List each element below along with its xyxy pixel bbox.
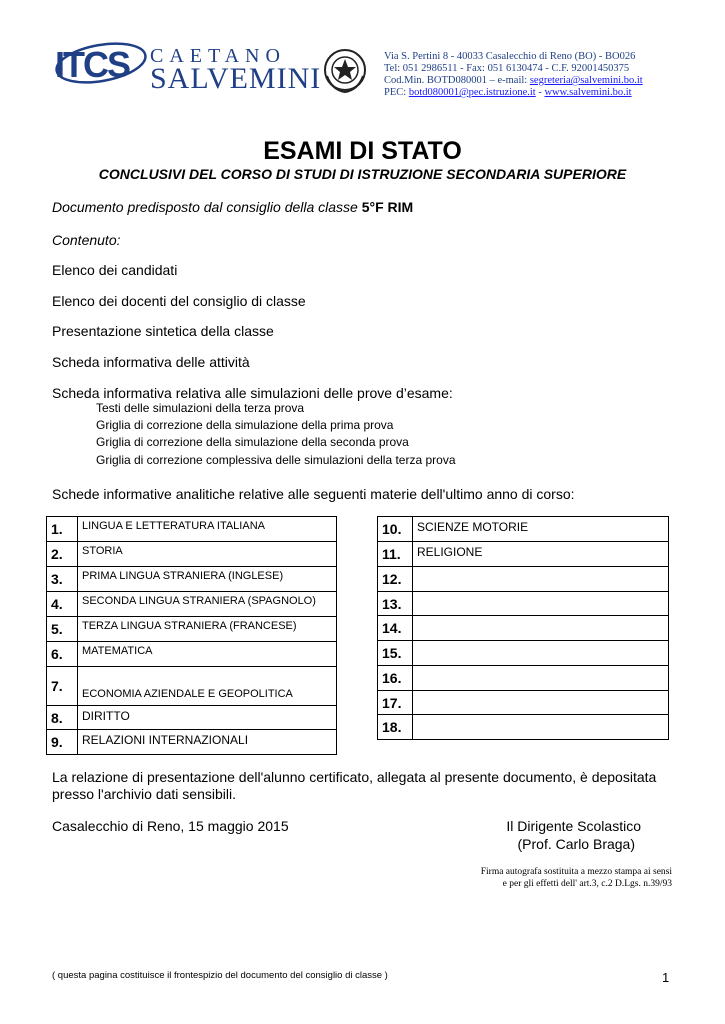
signer-role: Il Dirigente Scolastico	[506, 818, 641, 834]
simulation-item: Griglia di correzione della simulazione della prima prova	[96, 418, 394, 432]
table-row	[378, 592, 669, 616]
subject-name: TERZA LINGUA STRANIERA (FRANCESE)	[78, 617, 337, 642]
table-row	[47, 592, 337, 617]
subject-number: 13.	[378, 592, 413, 616]
subject-name: MATEMATICA	[78, 642, 337, 667]
subject-name: RELAZIONI INTERNAZIONALI	[78, 730, 337, 755]
subjects-intro: Schede informative analitiche relative alle seguenti materie dell'ultimo anno di corso:	[52, 486, 575, 502]
school-name-line2: SALVEMINI	[150, 62, 322, 95]
subject-number: 10.	[378, 517, 413, 542]
page-number: 1	[662, 970, 670, 985]
subject-name	[413, 691, 669, 715]
simulation-item: Testi delle simulazioni della terza prova	[96, 401, 305, 415]
subject-number: 11.	[378, 542, 413, 567]
table-row	[47, 730, 337, 755]
subject-number: 9.	[47, 730, 78, 755]
school-name-line1: CAETANO	[150, 45, 286, 67]
table-row	[47, 542, 337, 567]
subject-name: PRIMA LINGUA STRANIERA (INGLESE)	[78, 567, 337, 592]
subject-number: 4.	[47, 592, 78, 617]
subject-name: ECONOMIA AZIENDALE E GEOPOLITICA	[78, 667, 337, 706]
website-link[interactable]: www.salvemini.bo.it	[544, 87, 632, 98]
certified-note-line2: presso l'archivio dati sensibili.	[52, 786, 236, 802]
table-row	[47, 617, 337, 642]
subject-number: 18.	[378, 715, 413, 740]
subject-name	[413, 666, 669, 691]
subject-number: 12.	[378, 567, 413, 592]
table-row	[378, 542, 669, 567]
subject-name	[413, 715, 669, 740]
table-row	[47, 642, 337, 667]
school-code-email: Cod.Min. BOTD080001 – e-mail: segreteria@salvemini.bo.it	[384, 75, 643, 86]
content-item: Scheda informativa delle attività	[52, 354, 250, 370]
subject-name	[413, 592, 669, 616]
signature-note-line2: e per gli effetti dell' art.3, c.2 D.Lgs. n.39/93	[502, 879, 672, 889]
table-row	[378, 517, 669, 542]
page-subtitle: CONCLUSIVI DEL CORSO DI STUDI DI ISTRUZIONE SECONDARIA SUPERIORE	[98, 166, 627, 182]
subject-number: 8.	[47, 706, 78, 730]
table-row	[378, 641, 669, 666]
signer-name: (Prof. Carlo Braga)	[517, 836, 635, 852]
subject-name: SCIENZE MOTORIE	[413, 517, 669, 542]
place-date: Casalecchio di Reno, 15 maggio 2015	[52, 818, 289, 834]
subject-name: STORIA	[78, 542, 337, 567]
table-row	[378, 715, 669, 740]
table-row	[378, 666, 669, 691]
subject-number: 1.	[47, 517, 78, 542]
table-row	[378, 567, 669, 592]
content-item: Elenco dei docenti del consiglio di classe	[52, 293, 306, 309]
footer-note: ( questa pagina costituisce il frontespizio del documento del consiglio di classe )	[52, 970, 388, 981]
page-title: ESAMI DI STATO	[263, 137, 462, 165]
content-item: Elenco dei candidati	[52, 262, 178, 278]
subject-name: LINGUA E LETTERATURA ITALIANA	[78, 517, 337, 542]
subjects-table-right	[377, 516, 669, 740]
subject-name	[413, 567, 669, 592]
subject-name: DIRITTO	[78, 706, 337, 730]
subject-name	[413, 616, 669, 641]
table-row	[378, 691, 669, 715]
school-phone: Tel: 051 2986511 - Fax: 051 6130474 - C.F. 92001450375	[384, 63, 630, 74]
school-address: Via S. Pertini 8 - 40033 Casalecchio di Reno (BO) - BO026	[384, 51, 636, 62]
subjects-table-left	[46, 516, 337, 755]
subject-number: 16.	[378, 666, 413, 691]
table-row	[47, 667, 337, 706]
signature-note-line1: Firma autografa sostituita a mezzo stampa ai sensi	[480, 867, 672, 877]
table-row	[47, 517, 337, 542]
subject-number: 17.	[378, 691, 413, 715]
school-pec-web: PEC: botd080001@pec.istruzione.it - www.salvemini.bo.it	[384, 87, 632, 98]
subject-number: 5.	[47, 617, 78, 642]
simulation-item: Griglia di correzione complessiva delle simulazioni della terza prova	[96, 453, 456, 467]
subject-number: 2.	[47, 542, 78, 567]
email-link[interactable]: segreteria@salvemini.bo.it	[529, 75, 643, 86]
subject-number: 15.	[378, 641, 413, 666]
certified-note-line1: La relazione di presentazione dell'alunno certificato, allegata al presente documento, è depositata	[52, 769, 657, 785]
document-intro: Documento predisposto dal consiglio della classe 5°F RIM	[52, 199, 414, 215]
content-item: Scheda informativa relativa alle simulazioni delle prove d’esame:	[52, 385, 453, 401]
simulation-item: Griglia di correzione della simulazione della seconda prova	[96, 435, 409, 449]
table-row	[47, 567, 337, 592]
contents-label: Contenuto:	[52, 232, 121, 248]
table-row	[47, 706, 337, 730]
subject-number: 7.	[47, 667, 78, 706]
subject-number: 3.	[47, 567, 78, 592]
subject-number: 14.	[378, 616, 413, 641]
subject-number: 6.	[47, 642, 78, 667]
content-item: Presentazione sintetica della classe	[52, 323, 274, 339]
pec-link[interactable]: botd080001@pec.istruzione.it	[408, 87, 536, 98]
class-name: 5°F RIM	[361, 199, 414, 215]
school-logo-text: ITCS	[55, 44, 130, 85]
subject-name: SECONDA LINGUA STRANIERA (SPAGNOLO)	[78, 592, 337, 617]
subject-name: RELIGIONE	[413, 542, 669, 567]
republic-emblem-icon	[322, 46, 368, 94]
table-row	[378, 616, 669, 641]
subject-name	[413, 641, 669, 666]
